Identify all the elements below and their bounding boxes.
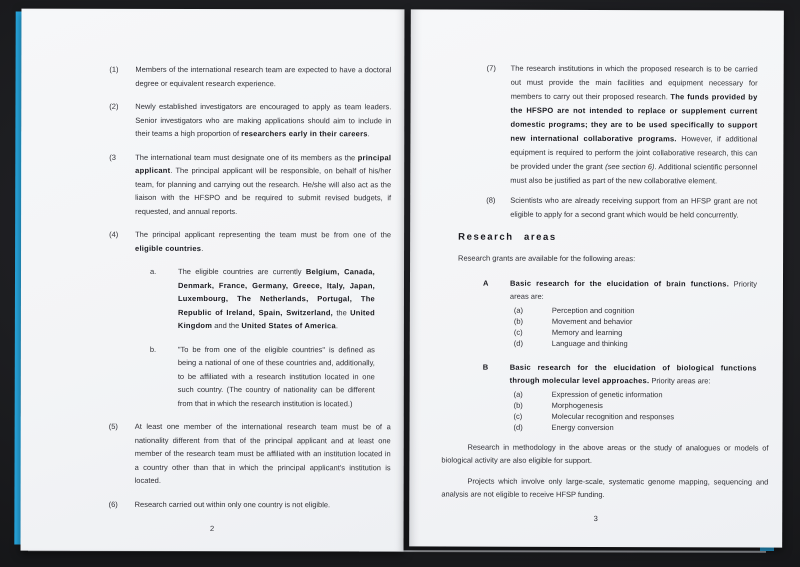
item-text: Scientists who are already receiving support from an HFSP grant are not eligible to apply for a second grant which would be held concurrently.	[510, 195, 758, 220]
cyan-corner-sliver	[760, 547, 774, 551]
research-area-a	[410, 276, 783, 349]
item-number: (4)	[109, 229, 119, 239]
document-page-left	[21, 9, 405, 552]
item-text: Newly established investigators are encouraged to apply as team leaders. Senior investigators who are making applications should aim to include in their teams a high proportion of researchers early in their careers.	[135, 101, 392, 139]
item-text: The principal applicant representing the team must be from one of the eligible countries.	[135, 229, 392, 253]
item-number: (1)	[109, 64, 119, 74]
priority-item-number: (d)	[513, 422, 523, 432]
page-number-2: 2	[209, 523, 215, 534]
area-label: B	[482, 362, 489, 372]
list-item-7	[410, 61, 783, 188]
list-item-8	[410, 193, 783, 222]
item-number: (5)	[108, 421, 118, 431]
list-item-3	[21, 150, 404, 218]
priority-item-text: Expression of genetic information	[551, 389, 663, 400]
page-number-3: 3	[593, 513, 598, 524]
item-text: The international team must designate one of its members as the principal applicant. The principal applicant will be responsible, on behalf of his/her team, for planning and carrying out the research. He/she will also act as the liaison with the HFSPO and be required to submit revised budgets, if requested, and annual reports.	[135, 152, 392, 216]
paragraph-methodology: Research in methodology in the above areas or the study of analogues or models of biological activity are also eligible for support.	[441, 442, 769, 465]
item-number: (3	[109, 152, 116, 162]
item-number: (2)	[109, 101, 119, 111]
priority-item-text: Language and thinking	[551, 338, 628, 349]
page-2-body	[21, 9, 405, 512]
priority-item-number: (a)	[513, 305, 524, 315]
priority-item-number: (c)	[513, 411, 523, 421]
priority-list	[410, 304, 783, 349]
area-label: A	[482, 278, 489, 288]
item-number: (6)	[108, 499, 118, 509]
document-page-right	[409, 9, 784, 547]
priority-item-text: Morphogenesis	[551, 400, 603, 411]
priority-item	[410, 421, 783, 433]
item-text: Members of the international research team are expected to have a doctoral degree or equivalent research experience.	[135, 64, 392, 88]
priority-item-text: Movement and behavior	[551, 316, 633, 327]
priority-item-text: Energy conversion	[551, 422, 614, 433]
priority-item-number: (c)	[513, 327, 523, 337]
sub-item-b	[21, 342, 404, 410]
list-item-6	[21, 497, 404, 511]
item-text: The eligible countries are currently Belgium, Canada, Denmark, France, Germany, Greece, Italy, Japan, Luxembourg, The Netherlands, Portugal, The Republic of Ireland, Spain, Switzerland, the United Kingdom and the United States of America.	[177, 266, 376, 331]
priority-item-number: (b)	[513, 400, 523, 410]
research-area-b	[410, 360, 783, 433]
item-number: (7)	[486, 63, 496, 73]
sub-item-a	[21, 265, 404, 333]
list-item-5	[21, 420, 404, 488]
area-title: Basic research for the elucidation of biological functions through molecular level approaches. Priority areas are:	[509, 362, 757, 386]
priority-item-text: Molecular recognition and responses	[551, 411, 675, 422]
area-title: Basic research for the elucidation of brain functions. Priority areas are:	[509, 278, 757, 301]
priority-item-number: (b)	[513, 316, 524, 326]
priority-item	[410, 337, 783, 349]
item-number: (8)	[486, 195, 496, 205]
list-item-2	[21, 100, 404, 141]
list-item-4	[21, 228, 404, 256]
priority-item-number: (a)	[513, 389, 523, 399]
research-areas-intro: Research grants are available for the following areas:	[458, 253, 636, 264]
item-number: a.	[150, 266, 157, 276]
item-text: At least one member of the international research team must be of a nationality different from that of the principal applicant and at least one member of the research team must be affiliated with an institution located in a country other than that in which the principal applicant's institution is located.	[134, 421, 391, 485]
priority-item-number: (d)	[513, 338, 523, 348]
page-3-body	[409, 9, 784, 501]
section-heading-research-areas: Research areas	[458, 231, 557, 243]
list-item-1	[21, 63, 404, 91]
priority-item-text: Memory and learning	[551, 327, 623, 338]
item-number: b.	[149, 344, 157, 354]
paragraph-genome-exclusion: Projects which involve only large-scale, systematic genome mapping, sequencing and analysis are not eligible to receive HFSP funding.	[441, 476, 769, 500]
priority-list	[410, 388, 783, 433]
item-text: The research institutions in which the proposed research is to be carried out must provide the main facilities and equipment necessary for members to carry out their proposed research. The funds provided by the HFSPO are not intended to replace or supplement current domestic programs; they are to be used specifically to support new international collaborative programs. However, if additional equipment is required to perform the joint collaborative research, this can be provided under the grant (see section 6). Additional scientific personnel must also be justified as part of the new collaborative element.	[510, 63, 758, 186]
item-text: "To be from one of the eligible countries" is defined as being a national of one of these countries and, additionally, to be affiliated with a research institution located in one such country. (The country of nationality can be different from that in which the research institution is located.)	[177, 344, 375, 408]
priority-item-text: Perception and cognition	[551, 305, 635, 316]
area-heading-row	[410, 360, 783, 387]
item-text: Research carried out within only one country is not eligible.	[134, 499, 331, 509]
area-heading-row	[410, 276, 783, 303]
